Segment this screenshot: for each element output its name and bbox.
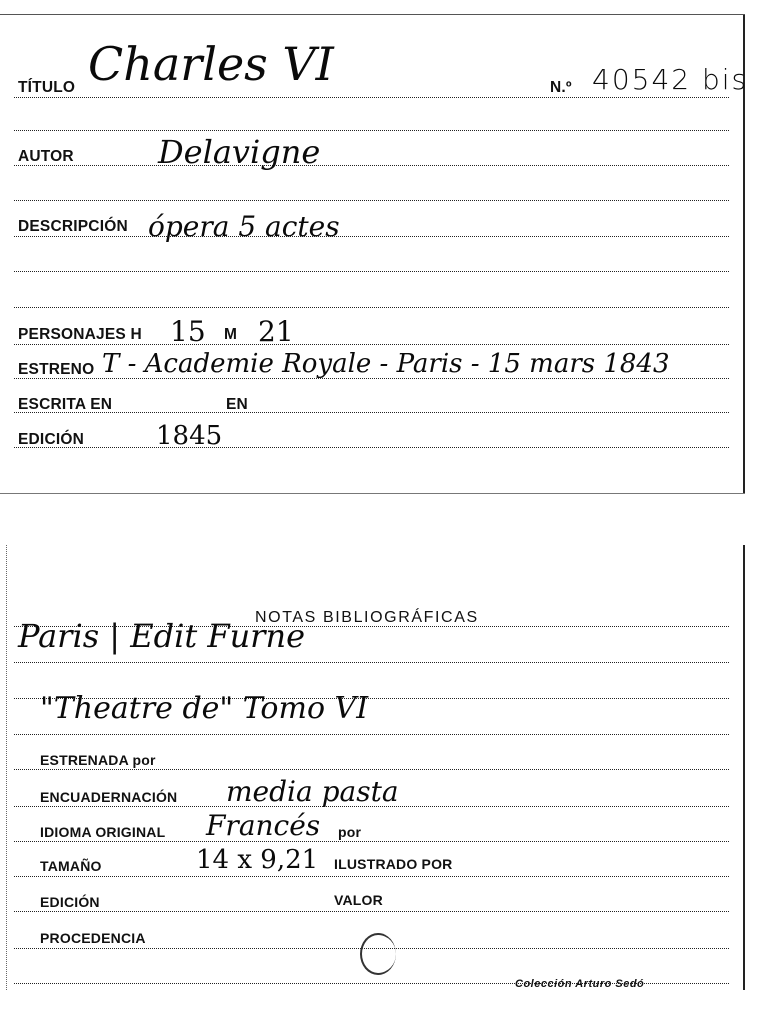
rule-autor: [14, 165, 729, 166]
numero-value: 40542 bis: [592, 63, 749, 96]
personajes-h-value: 15: [170, 315, 206, 348]
rule-descripcion: [14, 236, 729, 237]
rule-blank-1: [14, 130, 729, 131]
rule-idioma: [14, 841, 729, 842]
rule-escrita: [14, 412, 729, 413]
idioma-value: Francés: [206, 809, 321, 842]
catalog-card-back: [0, 545, 745, 990]
idioma-label: IDIOMA ORIGINAL: [40, 824, 166, 840]
titulo-label: TÍTULO: [18, 79, 76, 96]
encuadernacion-label: ENCUADERNACIÓN: [40, 789, 178, 805]
rule-notas-3: [14, 734, 729, 735]
autor-label: AUTOR: [18, 148, 74, 165]
tamano-value: 14 x 9,21: [196, 845, 319, 875]
en-label: EN: [226, 396, 248, 413]
ink-mark: [360, 933, 396, 975]
estrenada-label: ESTRENADA por: [40, 752, 156, 768]
rule-blank-2: [14, 200, 729, 201]
rule-personajes: [14, 344, 729, 345]
personajes-m-value: 21: [258, 315, 294, 348]
rule-notas-1: [14, 662, 729, 663]
descripcion-label: DESCRIPCIÓN: [18, 218, 128, 235]
autor-value: Delavigne: [158, 133, 321, 171]
rule-blank-3: [14, 271, 729, 272]
ilustrado-label: ILUSTRADO POR: [334, 856, 453, 872]
card-right-edge: [743, 545, 745, 990]
descripcion-value: ópera 5 actes: [148, 210, 340, 243]
rule-edicion2: [14, 911, 729, 912]
escrita-label: ESCRITA EN: [18, 396, 113, 413]
rule-edicion: [14, 447, 729, 448]
tamano-label: TAMAÑO: [40, 858, 102, 874]
edicion-label-2: EDICIÓN: [40, 894, 100, 910]
card-left-edge: [6, 545, 7, 990]
edicion-value: 1845: [156, 421, 223, 451]
rule-estrenada: [14, 769, 729, 770]
coleccion-footer: Colección Arturo Sedó: [515, 978, 645, 990]
valor-label: VALOR: [334, 892, 383, 908]
estreno-label: ESTRENO: [18, 361, 95, 378]
notas-line-2: "Theatre de" Tomo VI: [40, 691, 369, 726]
notas-title: NOTAS BIBLIOGRÁFICAS: [255, 609, 479, 626]
edicion-label: EDICIÓN: [18, 431, 84, 448]
rule-titulo: [14, 97, 729, 98]
por-label: por: [338, 824, 362, 840]
estreno-value: T - Academie Royale - Paris - 15 mars 1843: [102, 349, 670, 379]
personajes-m-label: M: [224, 326, 238, 343]
procedencia-label: PROCEDENCIA: [40, 930, 146, 946]
encuadernacion-value: media pasta: [226, 775, 399, 808]
personajes-label: PERSONAJES H: [18, 326, 142, 343]
notas-line-1: Paris | Edit Furne: [18, 617, 306, 655]
rule-blank-4: [14, 307, 729, 308]
numero-label: N.º: [550, 79, 572, 96]
rule-tamano: [14, 876, 729, 877]
titulo-value: Charles VI: [88, 37, 334, 91]
catalog-card-front: [0, 14, 749, 494]
